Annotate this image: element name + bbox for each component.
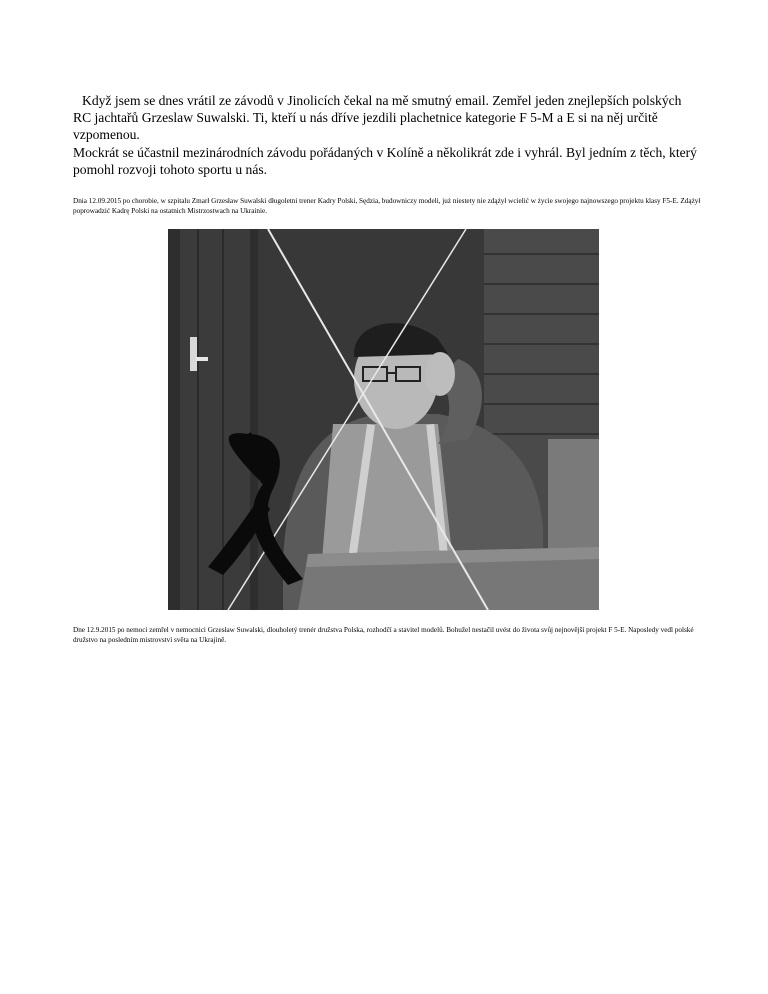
intro-line-2: RC jachtařů Grzeslaw Suwalski. Ti, kteří u nás dříve jezdili plachetnice kategorie F 5-M a E si na něj určitě vzpomenou. xyxy=(73,110,658,143)
intro-line-1: Když jsem se dnes vrátil ze závodů v Jinolicích čekal na mě smutný email. Zemřel jeden znejlepších polských xyxy=(82,93,682,108)
czech-caption: Dne 12.9.2015 po nemoci zemřel v nemocnici Grzesław Suwalski, dlouholetý trenér družstva Polska, rozhodčí a stavitel modelů. Bohužel nestačil uvést do života svůj nejnovější projekt F 5-E. Naposledy vedl polské družstvo na posledním mistrovství světa na Ukrajině. xyxy=(73,626,694,644)
intro-line-4: pomohl rozvoji tohoto sportu u nás. xyxy=(73,161,268,177)
polish-caption: Dnia 12.09.2015 po chorobie, w szpitalu Zmarł Grzesław Suwalski długoletni trener Kadry Polski, Sędzia, budowniczy modeli, już niestety nie zdążył wcielić w życie swojego najnowszego projektu klasy F5-E. Zdążył poprowadzić Kadrę Polski na ostatnich Mistrzostwach na Ukrainie. xyxy=(73,197,701,215)
intro-line-3: Mockrát se účastnil mezinárodních závodu pořádaných v Kolíně a několikrát zde i vyhrál. Byl jedním z těch, který xyxy=(73,144,697,160)
memorial-photo-drawing xyxy=(168,229,599,610)
intro-paragraph xyxy=(73,92,713,178)
memorial-photo xyxy=(168,229,599,610)
